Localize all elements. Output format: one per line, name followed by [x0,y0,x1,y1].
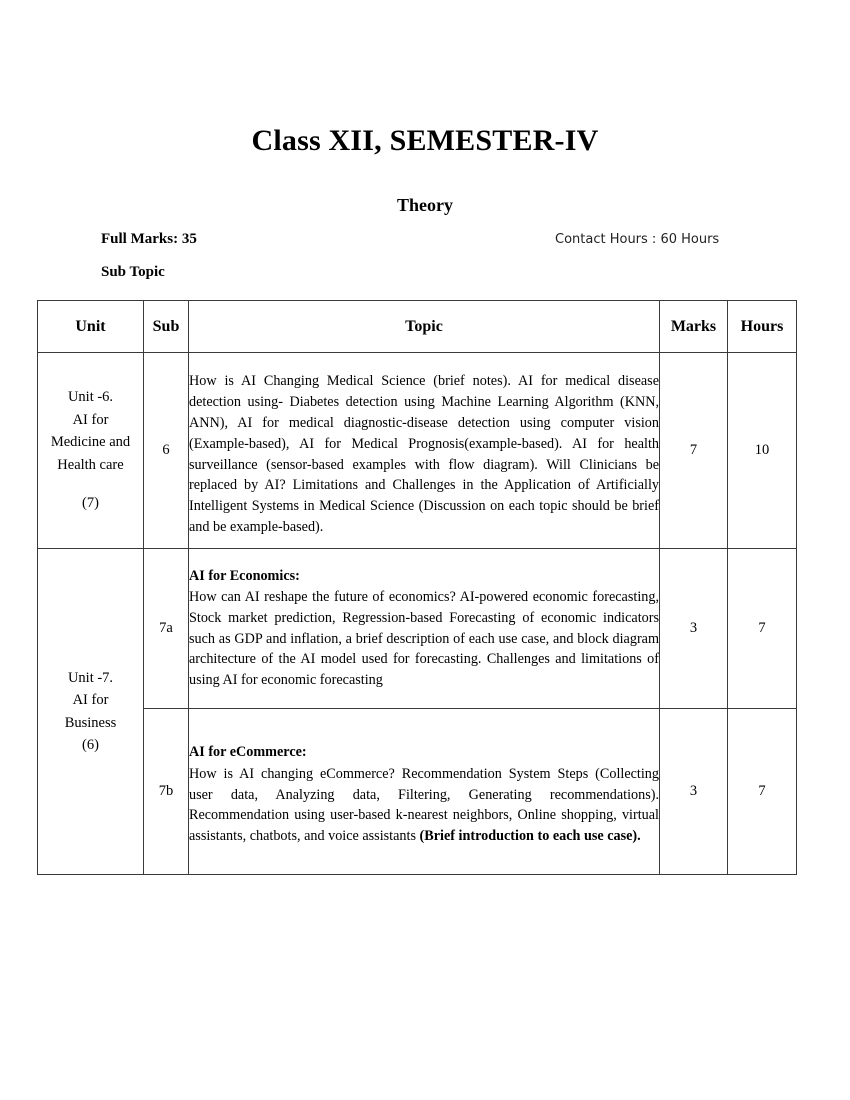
hours-cell-7b: 7 [728,709,797,875]
topic-cell-6 [189,353,660,549]
sub-cell-7b: 7b [144,709,189,875]
table-row [38,709,797,875]
section-subtitle: Theory [397,195,453,215]
column-header-marks: Marks [660,301,728,353]
column-header-sub: Sub [144,301,189,353]
topic-cell-7b [189,709,660,875]
unit-line: Health care [57,456,124,473]
topic-body-text: How is AI changing eCommerce? Recommendation System Steps (Collecting user data, Analyzing data, Filtering, Generating recommendations). Recommendation using user-based k-nearest neighbors, Online shopping, virtual assistants, chatbots, and voice assistants [189,765,659,845]
table-row [38,549,797,709]
marks-cell-7a: 3 [660,549,728,709]
page-title: Class XII, SEMESTER-IV [251,124,599,157]
contact-hours-label: Contact Hours : 60 Hours [555,232,720,247]
topic-heading: AI for Economics: [189,567,300,584]
sub-cell-7a: 7a [144,549,189,709]
column-header-hours: Hours [728,301,797,353]
unit-line: Unit -7. [67,669,114,686]
hours-cell-6: 10 [728,353,797,549]
unit-line: Business [64,714,117,731]
unit-period-count: (7) [82,495,99,512]
sub-topic-label: Sub Topic [101,264,165,280]
unit-cell-6 [38,353,144,549]
marks-cell-7b: 3 [660,709,728,875]
topic-cell-7a [189,549,660,709]
syllabus-table [37,300,797,875]
topic-body-emphasis: (Brief introduction to each use case). [419,828,641,845]
topic-body: How is AI Changing Medical Science (brief notes). AI for medical disease detection using- Diabetes detection using Machine Learning Algorithm (KNN, ANN), AI for medical diagnostic-disease detection using computer vision (Example-based), AI for Medical Prognosis(example-based). AI for health surveillance (sensor-based examples with flow diagram). Will Clinicians be replaced by AI? Limitations and Challenges in the Application of Artificially Intelligent Systems in Medical Science (Discussion on each topic should be brief and be example-based). [189,373,659,536]
unit-cell-7 [38,549,144,875]
unit-line: Unit -6. [67,389,114,406]
unit-line: AI for [72,692,109,709]
column-header-topic: Topic [189,301,660,353]
hours-cell-7a: 7 [728,549,797,709]
full-marks-label: Full Marks: 35 [101,231,197,247]
table-header-row [38,301,797,353]
topic-body: How can AI reshape the future of economics? AI-powered economic forecasting, Stock market prediction, Regression-based Forecasting of economic indicators such as GDP and inflation, a brief description of each use case, and block diagram architecture of the AI model used for forecasting. Challenges and limitations of using AI for economic forecasting [189,588,659,689]
sub-cell-6: 6 [144,353,189,549]
column-header-unit: Unit [38,301,144,353]
topic-heading: AI for eCommerce: [189,743,307,760]
marks-cell-6: 7 [660,353,728,549]
unit-line: AI for [72,411,109,428]
topic-body [189,764,659,848]
unit-period-count: (6) [82,736,99,753]
table-row [38,353,797,549]
unit-line: Medicine and [50,434,131,451]
